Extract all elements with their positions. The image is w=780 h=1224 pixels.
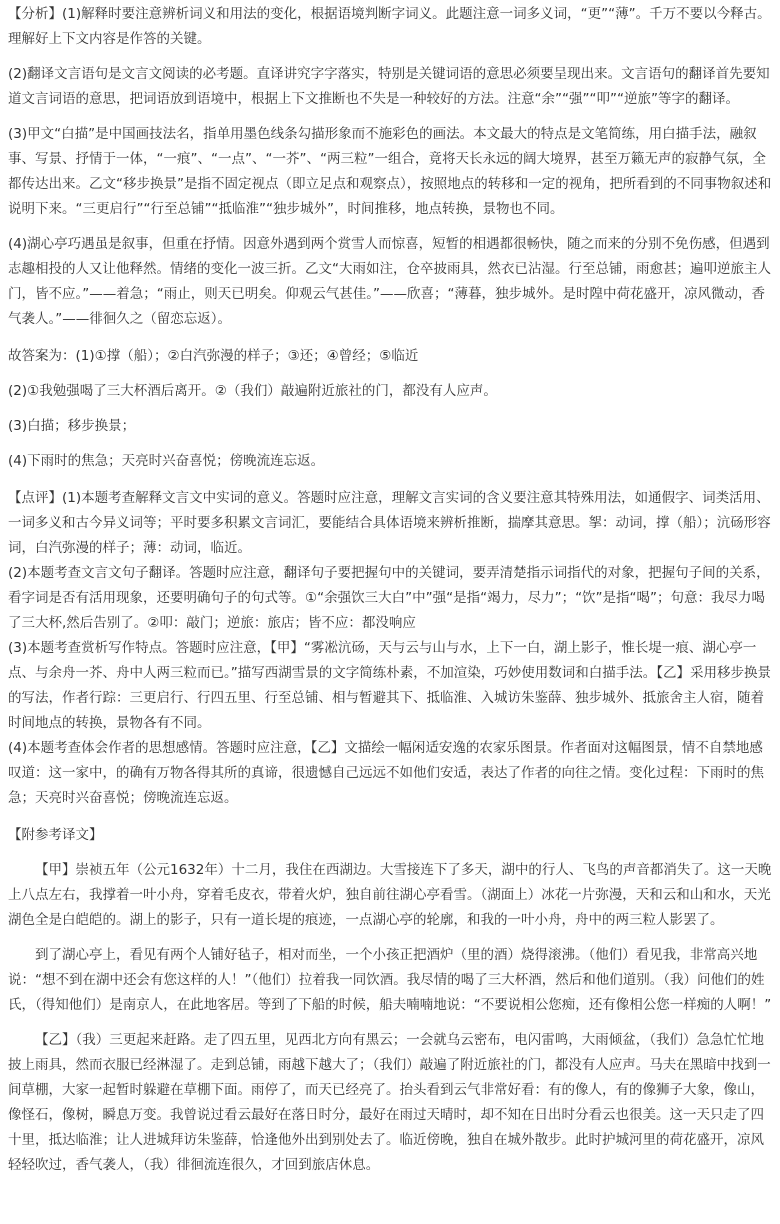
analysis-paragraph-1: 【分析】(1)解释时要注意辨析词义和用法的变化，根据语境判断字词义。此题注意一词多义词，“更”“薄”。千万不要以今释古。理解好上下文内容是作答的关键。 xyxy=(8,6,771,47)
translation-paragraph-3: 【乙】（我）三更起来赶路。走了四五里，见西北方向有黑云；一会就乌云密布，电闪雷鸣，大雨倾盆，（我们）急急忙忙地披上雨具，然而衣服已经淋湿了。走到总铺，雨越下越大了；（我们）敲遍了附近旅社的门，都没有人应声。马夫在黑暗中找到一间草棚，大家一起暂时躲避在草棚下面。雨停了，而天已经亮了。抬头看到云气非常好看：有的像人，有的像狮子大象，像山，像怪石，像树，瞬息万变。我曾说过看云最好在落日时分，最好在雨过天晴时，却不知在日出时分看云也很美。这一天只走了四十里，抵达临淮；让人进城拜访朱鉴薛，恰逢他外出到别处去了。临近傍晚，独自在城外散步。此时护城河里的荷花盛开，凉风轻轻吹过，香气袭人，（我）徘徊流连很久，才回到旅店休息。 xyxy=(8,1032,771,1173)
analysis-paragraph-4: (4)湖心亭巧遇虽是叙事，但重在抒情。因意外遇到两个赏雪人而惊喜，短暂的相遇都很畅快，随之而来的分别不免伤感，但遇到志趣相投的人又让他释然。情绪的变化一波三折。乙文“大雨如注，仓卒披雨具，然衣已沾湿。行至总铺，雨愈甚；遍叩逆旅主人门，皆不应。”——着急；“雨止，则天已明矣。仰观云气甚佳。”——欣喜；“薄暮，独步城外。是时隍中荷花盛开，凉风微动，香气袭人。”——徘徊久之（留恋忘返）。 xyxy=(8,236,771,327)
answer-line-2: (2)①我勉强喝了三大杯酒后离开。②（我们）敲遍附近旅社的门，都没有人应声。 xyxy=(8,383,497,399)
translation-paragraph-2: 到了湖心亭上，看见有两个人铺好毡子，相对而坐，一个小孩正把酒炉（里的酒）烧得滚沸。（他们）看见我，非常高兴地说：“想不到在湖中还会有您这样的人！”（他们）拉着我一同饮酒。我尽情的喝了三大杯酒，然后和他们道别。（我）问他们的姓氏，（得知他们）是南京人，在此地客居。等到了下船的时候，船夫喃喃地说：“不要说相公您痴，还有像相公您一样痴的人啊！” xyxy=(8,947,772,1013)
analysis-paragraph-3: (3)甲文“白描”是中国画技法名，指单用墨色线条勾描形象而不施彩色的画法。本文最大的特点是文笔简练，用白描手法，融叙事、写景、抒情于一体，“一痕”、“一点”、“一芥”、“两三粒”一组合，竟将天长永远的阔大境界，甚至万籁无声的寂静气氛，全都传达出来。乙文“移步换景”是指不固定视点（即立足点和观察点），按照地点的转移和一定的视角，把所看到的不同事物叙述和说明下来。“三更启行”“行至总铺”“抵临淮”“独步城外”，时间推移，地点转换，景物也不同。 xyxy=(8,126,772,217)
review-paragraph-4: (4)本题考查体会作者的思想感情。答题时应注意，【乙】文描绘一幅闲适安逸的农家乐图景。作者面对这幅图景，情不自禁地感叹道：这一家中，的确有万物各得其所的真谛，很遗憾自己远远不如他们安适，表达了作者的向往之情。变化过程：下雨时的焦急；天亮时兴奋喜悦；傍晚流连忘返。 xyxy=(8,740,764,806)
analysis-section xyxy=(8,2,772,332)
translation-heading: 【附参考译文】 xyxy=(8,827,103,843)
analysis-paragraph-2: (2)翻译文言语句是文言文阅读的必考题。直译讲究字字落实，特别是关键词语的意思必须要呈现出来。文言语句的翻译首先要知道文言词语的意思，把词语放到语境中，根据上下文推断也不失是一种较好的方法。注意“余”“强”“叩”“逆旅”等字的翻译。 xyxy=(8,66,770,107)
translation-paragraph-1: 【甲】崇祯五年（公元1632年）十二月，我住在西湖边。大雪接连下了多天，湖中的行人、飞鸟的声音都消失了。这一天晚上八点左右，我撑着一叶小舟，穿着毛皮衣，带着火炉，独自前往湖心亭看雪。（湖面上）冰花一片弥漫，天和云和山和水，天光湖色全是白皑皑的。湖上的影子，只有一道长堤的痕迹，一点湖心亭的轮廓，和我的一叶小舟，舟中的两三粒人影罢了。 xyxy=(8,862,772,928)
answers-section xyxy=(8,344,772,474)
answer-line-1: 故答案为：(1)①撑（船）；②白汽弥漫的样子；③还；④曾经；⑤临近 xyxy=(8,348,419,364)
review-paragraph-3: (3)本题考查赏析写作特点。答题时应注意，【甲】“雾凇沆砀，天与云与山与水，上下一白，湖上影子，惟长堤一痕、湖心亭一点、与余舟一芥、舟中人两三粒而已。”描写西湖雪景的文字简练朴素，不加渲染，巧妙使用数词和白描手法。【乙】采用移步换景的写法，作者行踪：三更启行、行四五里、行至总铺、相与暂避其下、抵临淮、入城访朱鉴薛、独步城外、抵旅舍主人宿，随着时间地点的转换，景物各有不同。 xyxy=(8,640,771,731)
answer-line-4: (4)下雨时的焦急；天亮时兴奋喜悦；傍晚流连忘返。 xyxy=(8,453,325,469)
translation-section xyxy=(8,823,772,1178)
review-paragraph-1: 【点评】(1)本题考查解释文言文中实词的意义。答题时应注意，理解文言实词的含义要注意其特殊用法，如通假字、词类活用、一词多义和古今异义词等；平时要多积累文言词汇，要能结合具体语境来辨析推断，揣摩其意思。挐：动词，撑（船）；沆砀形容词，白汽弥漫的样子；薄：动词，临近。 xyxy=(8,490,771,556)
review-paragraph-2: (2)本题考查文言文句子翻译。答题时应注意，翻译句子要把握句中的关键词，要弄清楚指示词指代的对象，把握句子间的关系，看字词是否有活用现象，还要明确句子的句式等。①“余强饮三大白”中”强“是指“竭力，尽力”；“饮”是指“喝”；句意：我尽力喝了三大杯,然后告别了。②叩：敲门；逆旅：旅店；皆不应：都没响应 xyxy=(8,565,770,631)
review-section xyxy=(8,486,772,811)
answer-line-3: (3)白描；移步换景； xyxy=(8,418,136,434)
